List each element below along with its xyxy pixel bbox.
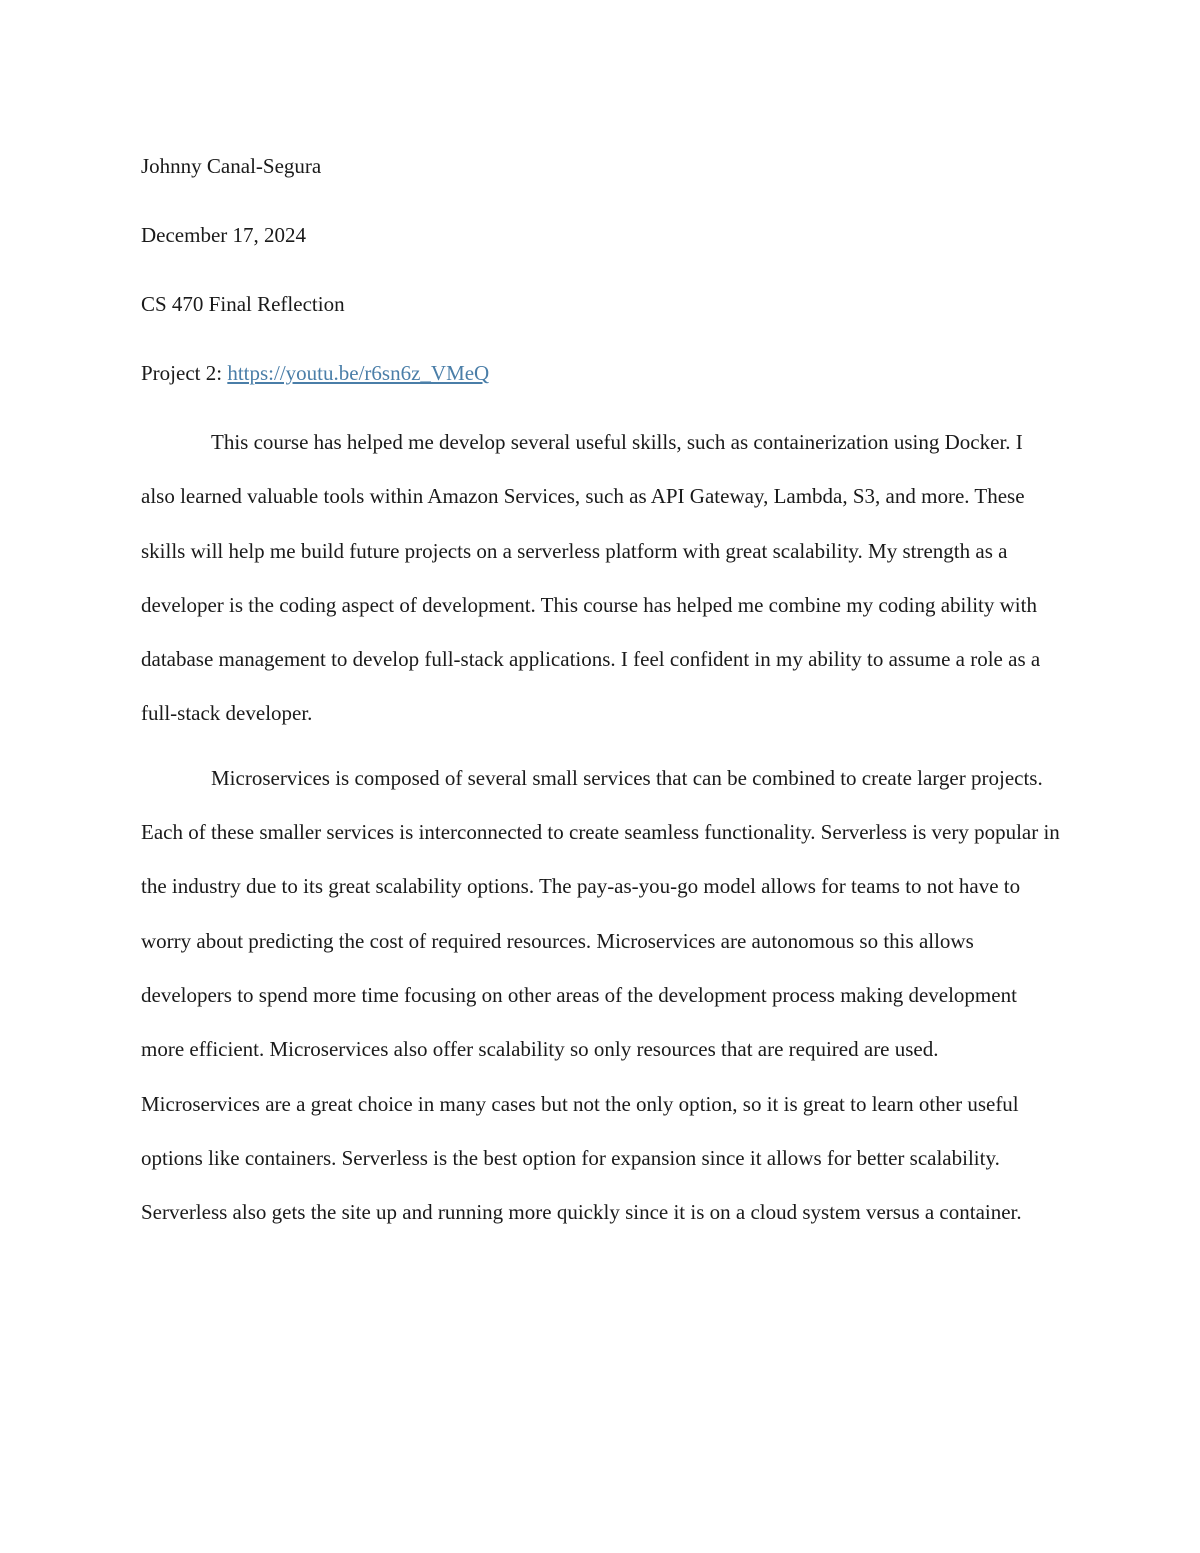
course-title: CS 470 Final Reflection [141, 292, 345, 316]
project-label: Project 2: [141, 361, 228, 385]
document-date: December 17, 2024 [141, 223, 307, 247]
project-line [141, 346, 1061, 415]
paragraph-microservices: Microservices is composed of several small services that can be combined to create larger projects. Each of these smaller services is interconnected to create seamless functionality. Serverless is very popular in the industry due to its great scalability options. The pay-as-you-go model allows for teams to not have to worry about predicting the cost of required resources. Microservices are autonomous so this allows developers to spend more time focusing on other areas of the development process making development more efficient. Microservices also offer scalability so only resources that are required are used. Microservices are a great choice in many cases but not the only option, so it is great to learn other useful options like containers. Serverless is the best option for expansion since it allows for better scalability. Serverless also gets the site up and running more quickly since it is on a cloud system versus a container. [141, 765, 1060, 1225]
project-video-link[interactable]: https://youtu.be/r6sn6z_VMeQ [227, 361, 490, 385]
author-name: Johnny Canal-Segura [141, 154, 322, 178]
document-content [141, 139, 1061, 1249]
paragraph-skills: This course has helped me develop several useful skills, such as containerization using Docker. I also learned valuable tools within Amazon Services, such as API Gateway, Lambda, S3, and more. These skills will help me build future projects on a serverless platform with great scalability. My strength as a developer is the coding aspect of development. This course has helped me combine my coding ability with database management to develop full-stack applications. I feel confident in my ability to assume a role as a full-stack developer. [141, 430, 1041, 726]
